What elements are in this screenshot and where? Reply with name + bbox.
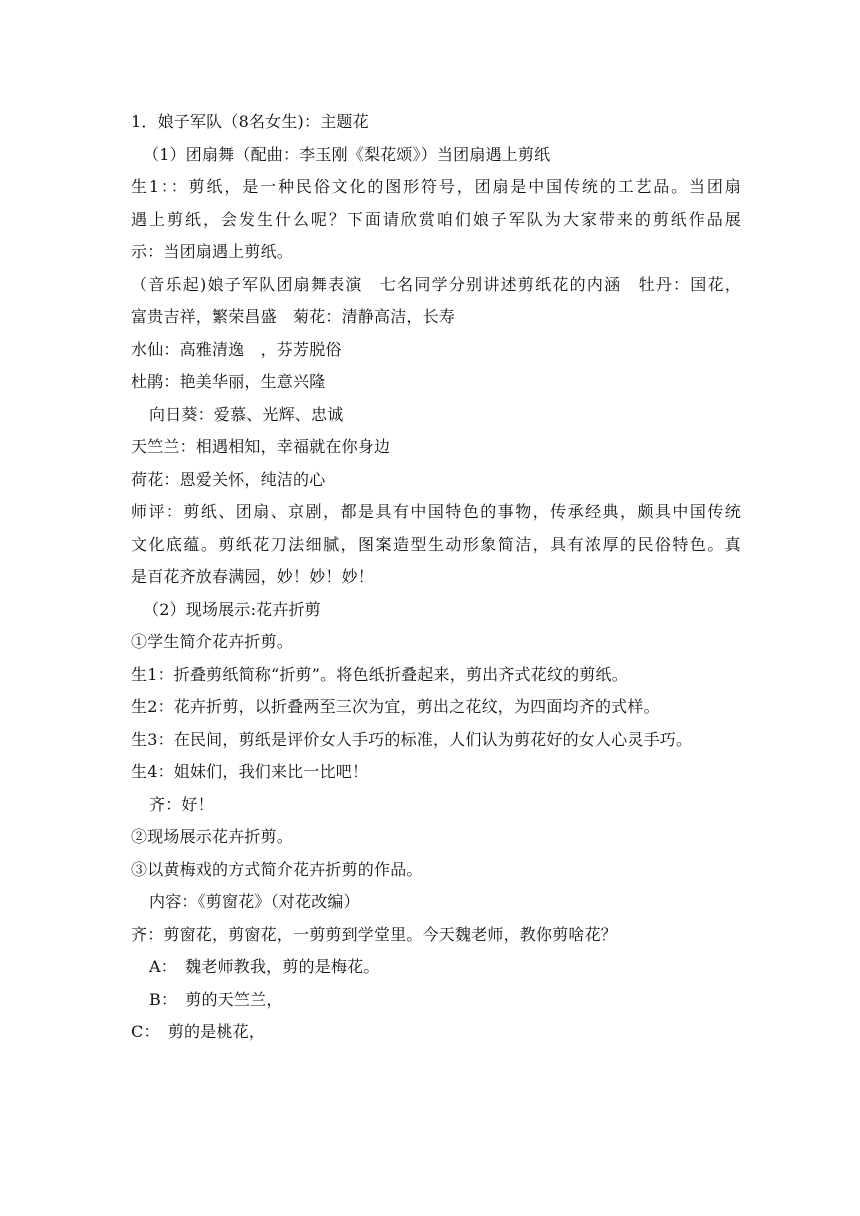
text-line: 荷花：恩爱关怀，纯洁的心 (131, 469, 326, 489)
text-line: 生1：折叠剪纸简称“折剪”。将色纸折叠起来，剪出齐式花纹的剪纸。 (131, 664, 628, 684)
text-line: 水仙：高雅清逸 ，芬芳脱俗 (131, 339, 342, 359)
text-line: 天竺兰：相遇相知，幸福就在你身边 (131, 437, 391, 456)
text-line: 1．娘子军队（8名女生)：主题花 (131, 112, 369, 131)
text-line: 齐：剪窗花，剪窗花，一剪剪到学堂里。今天魏老师，教你剪啥花？ (131, 924, 618, 944)
text-line: 生2：花卉折剪，以折叠两至三次为宜，剪出之花纹，为四面均齐的式样。 (131, 697, 660, 716)
text-line: 齐：好！ (149, 794, 214, 814)
text-line: 内容：《剪窗花》（对花改编） (149, 892, 360, 911)
text-line: 向日葵：爱慕、光辉、忠诚 (149, 404, 344, 424)
text-line: 示：当团扇遇上剪纸。 (131, 242, 294, 261)
document-body (131, 106, 741, 1049)
text-line: ①学生简介花卉折剪。 (131, 632, 294, 651)
text-line: （1）团扇舞（配曲：李玉刚《梨花颂》）当团扇遇上剪纸 (143, 144, 551, 164)
text-line: 生1：：剪纸，是一种民俗文化的图形符号，团扇是中国传统的工艺品。当团扇 (131, 177, 741, 196)
text-line: 生3：在民间，剪纸是评价女人手巧的标准，人们认为剪花好的女人心灵手巧。 (131, 729, 693, 749)
text-line: （2）现场展示:花卉折剪 (143, 599, 321, 619)
text-line: 遇上剪纸，会发生什么呢？下面请欣赏咱们娘子军队为大家带来的剪纸作品展 (131, 209, 741, 229)
text-line: B： 剪的天竺兰， (149, 989, 283, 1009)
text-line: 是百花齐放春满园，妙！妙！妙！ (131, 567, 375, 586)
text-line: （音乐起)娘子军队团扇舞表演 七名同学分别讲述剪纸花的内涵 牡丹：国花， (131, 274, 741, 294)
text-line: C： 剪的是桃花， (131, 1022, 266, 1041)
text-line: 文化底蕴。剪纸花刀法细腻，图案造型生动形象简洁，具有浓厚的民俗特色。真 (131, 534, 741, 554)
text-line: ②现场展示花卉折剪。 (131, 827, 294, 846)
text-line: 富贵吉祥，繁荣昌盛 菊花：清静高洁，长寿 (131, 307, 456, 326)
text-line: ③以黄梅戏的方式简介花卉折剪的作品。 (131, 859, 423, 879)
text-line: 师评：剪纸、团扇、京剧，都是具有中国特色的事物，传承经典，颇具中国传统 (131, 502, 741, 521)
text-line: 杜鹃：艳美华丽，生意兴隆 (131, 372, 326, 391)
text-line: 生4：姐妹们，我们来比一比吧！ (131, 762, 369, 781)
text-line: A： 魏老师教我，剪的是梅花。 (149, 957, 380, 976)
